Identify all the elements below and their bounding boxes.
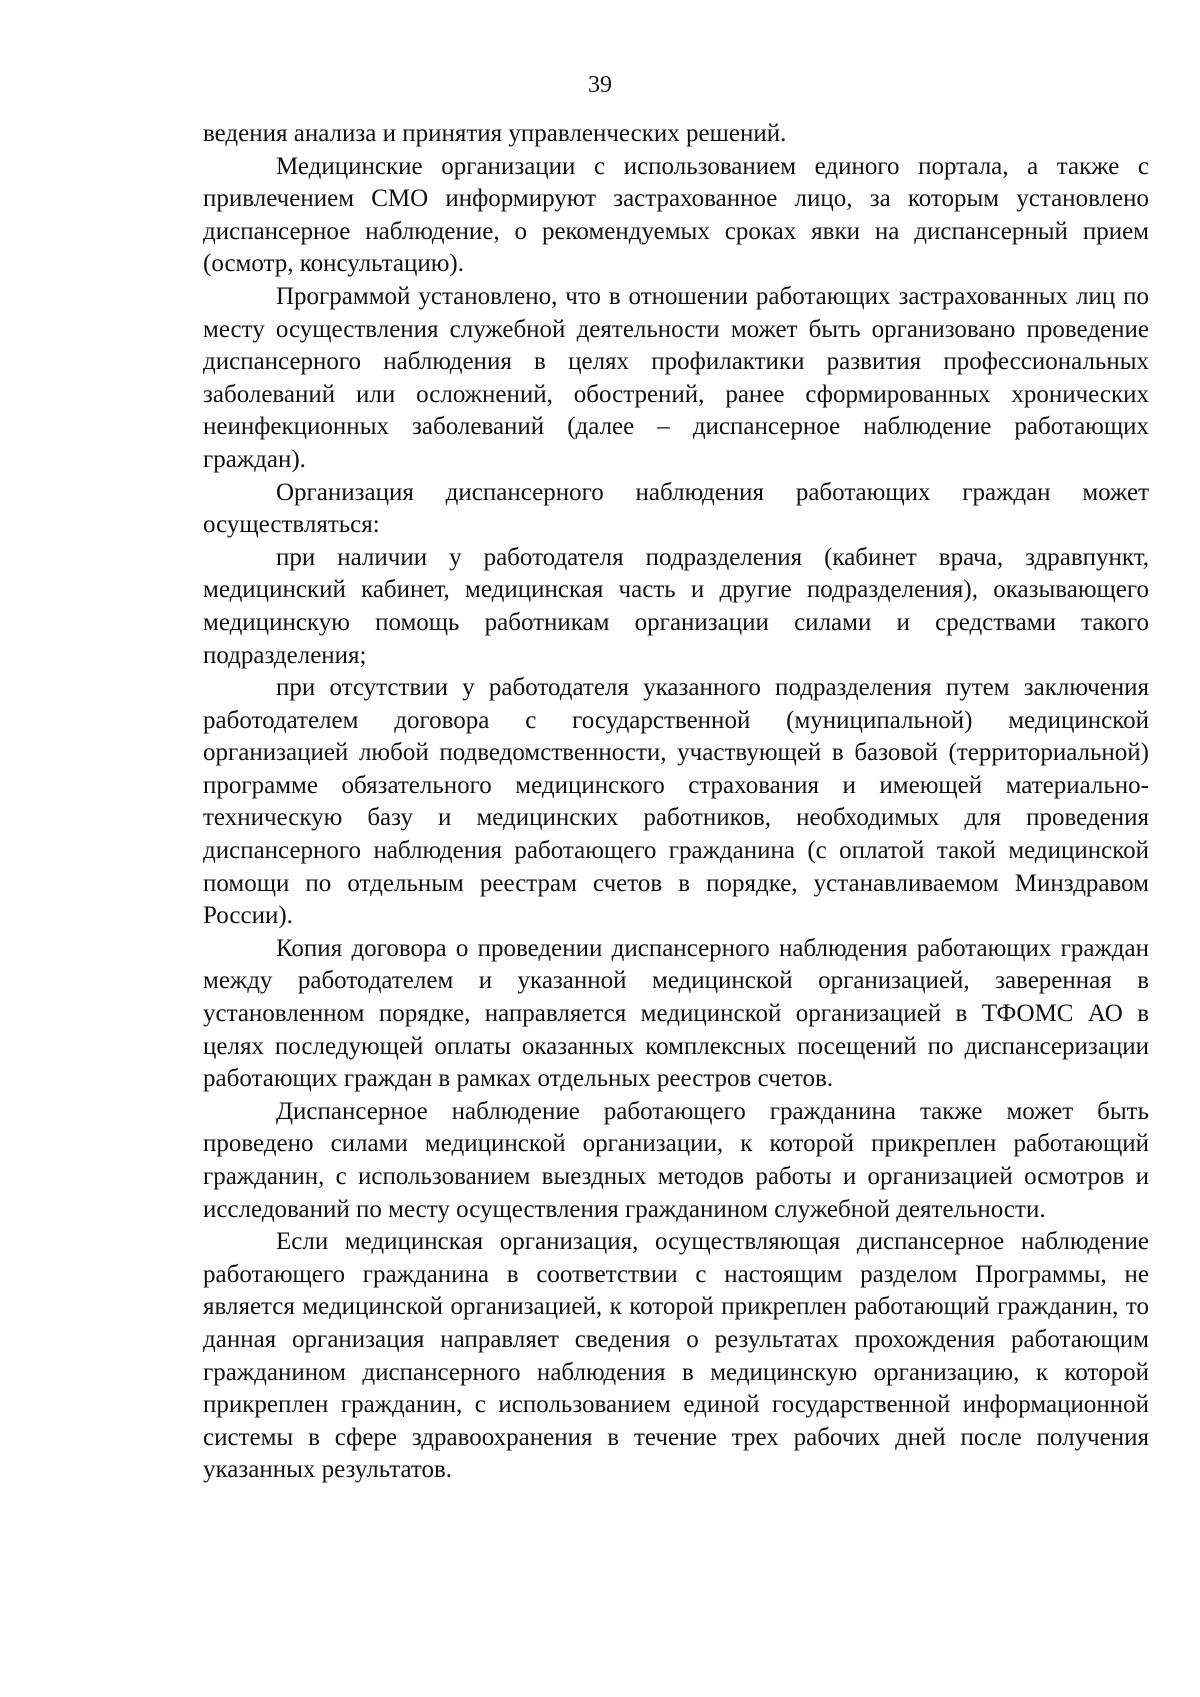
page-number: 39 [588,72,612,98]
body-text [203,118,1149,1487]
paragraph-contract-copy: Копия договора о проведении диспансерного наблюдения работающих граждан между работодателем и указанной медицинской организацией, заверенная в установленном порядке, направляется медицинской организацией в ТФОМС АО в целях последующей оплаты оказанных комплексных посещений по диспансеризации работающих граждан в рамках отдельных реестров счетов. [203,934,1149,1093]
paragraph-option-contract: при отсутствии у работодателя указанного подразделения путем заключения работодателем договора с государственной (муниципальной) медицинской организацией любой подведомственности, участвующей в базовой (территориальной) программе обязательного медицинского страхования и имеющей материально-техническую базу и медицинских работников, необходимых для проведения диспансерного наблюдения работающего гражданина (с оплатой такой медицинской помощи по отдельным реестрам счетов в порядке, устанавливаемом Минздравом России). [203,674,1149,930]
paragraph-program-workers: Программой установлено, что в отношении работающих застрахованных лиц по месту осуществления служебной деятельности может быть организовано проведение диспансерного наблюдения в целях профилактики развития профессиональных заболеваний или осложнений, обострений, ранее сформированных хронических неинфекционных заболеваний (далее – диспансерное наблюдение работающих граждан). [203,282,1149,473]
paragraph-continuation: ведения анализа и принятия управленческих решений. [203,120,787,147]
paragraph-informing-insured: Медицинские организации с использованием единого портала, а также с привлечением СМО информируют застрахованное лицо, за которым установлено диспансерное наблюдение, о рекомендуемых сроках явки на диспансерный прием (осмотр, консультацию). [203,152,1149,278]
paragraph-organization-intro: Организация диспансерного наблюдения работающих граждан может осуществляться: [203,478,1149,539]
paragraph-attached-organization: Диспансерное наблюдение работающего гражданина также может быть проведено силами медицинской организации, к которой прикреплен работающий гражданин, с использованием выездных методов работы и организацией осмотров и исследований по месту осуществления гражданином служебной деятельности. [203,1097,1149,1223]
paragraph-results-transfer: Если медицинская организация, осуществляющая диспансерное наблюдение работающего гражданина в соответствии с настоящим разделом Программы, не является медицинской организацией, к которой прикреплен работающий гражданин, то данная организация направляет сведения о результатах прохождения работающим гражданином диспансерного наблюдения в медицинскую организацию, к которой прикреплен гражданин, с использованием единой государственной информационной системы в сфере здравоохранения в течение трех рабочих дней после получения указанных результатов. [203,1228,1149,1484]
paragraph-option-employer-unit: при наличии у работодателя подразделения (кабинет врача, здравпункт, медицинский кабинет, медицинская часть и другие подразделения), оказывающего медицинскую помощь работникам организации силами и средствами такого подразделения; [203,543,1149,669]
